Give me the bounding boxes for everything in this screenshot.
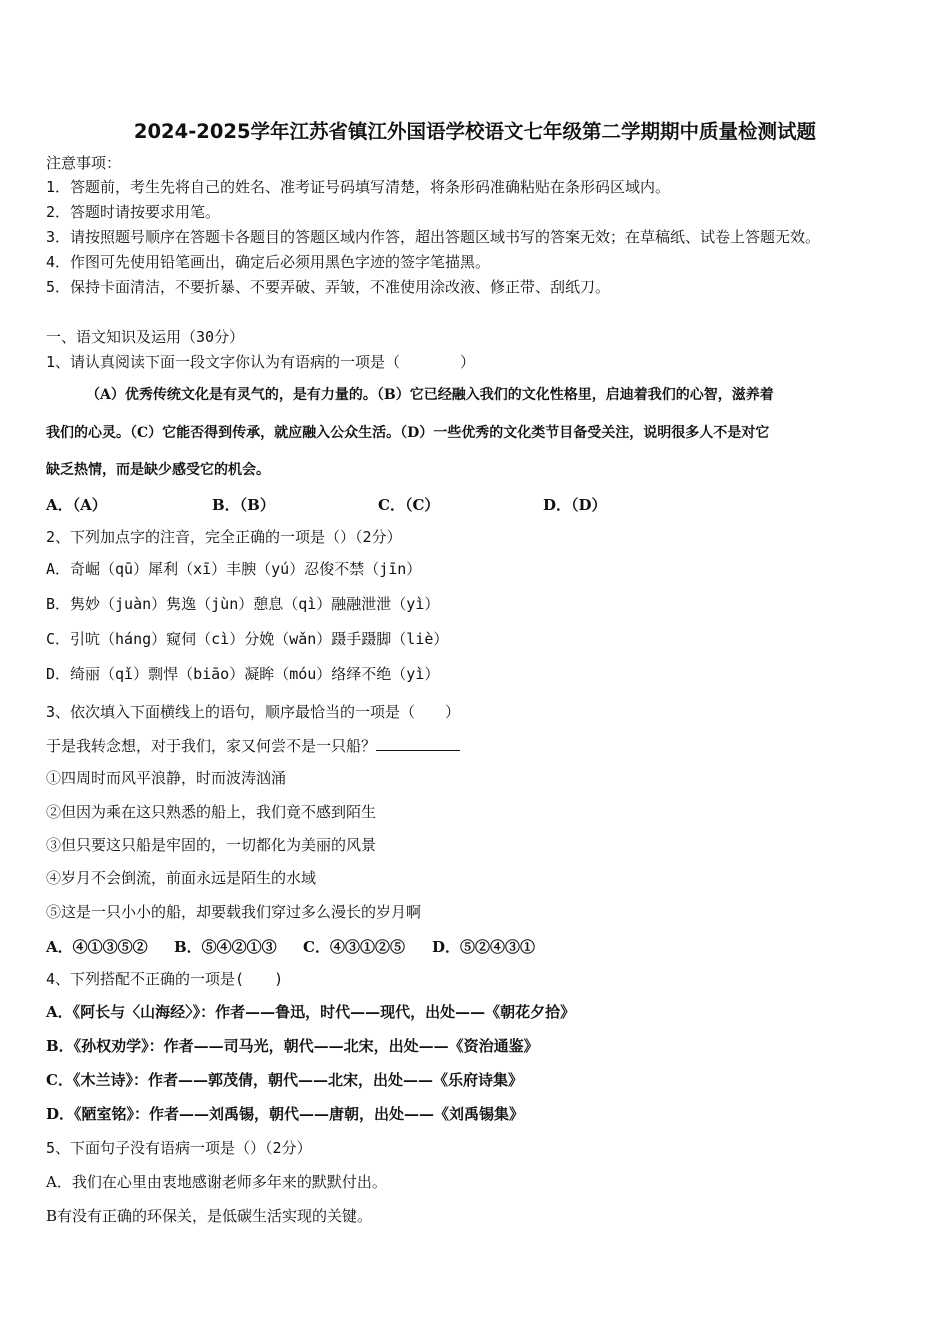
question-5-option-a[interactable]: A．我们在心里由衷地感谢老师多年来的默默付出。 <box>46 1173 387 1191</box>
question-3-sentence: ③但只要这只船是牢固的，一切都化为美丽的风景 <box>46 836 377 854</box>
question-3-option-a[interactable]: A．④①③⑤② <box>46 938 148 956</box>
question-2-option-d[interactable]: D．绮丽（qǐ）剽悍（biāo）凝眸（móu）络绎不绝（yì） <box>46 665 440 683</box>
page-title: 2024-2025学年江苏省镇江外国语学校语文七年级第二学期期中质量检测试题 <box>133 120 817 143</box>
question-3-sentence: ②但因为乘在这只熟悉的船上，我们竟不感到陌生 <box>46 803 377 821</box>
question-3-stem: 3、依次填入下面横线上的语句，顺序最恰当的一项是（ ） <box>46 703 461 721</box>
notice-item: 1．答题前，考生先将自己的姓名、准考证号码填写清楚，将条形码准确粘贴在条形码区域内。 <box>46 178 671 196</box>
question-4-option-d[interactable]: D．《陋室铭》：作者——刘禹锡，朝代——唐朝，出处——《刘禹锡集》 <box>46 1105 525 1123</box>
notice-heading: 注意事项： <box>46 154 122 172</box>
question-3-sentence: ④岁月不会倒流，前面永远是陌生的水域 <box>46 869 317 887</box>
question-4-option-a[interactable]: A．《阿长与〈山海经〉》：作者——鲁迅，时代——现代，出处——《朝花夕拾》 <box>46 1003 576 1021</box>
question-3-option-c[interactable]: C．④③①②⑤ <box>303 938 405 956</box>
question-1-stem: 1、请认真阅读下面一段文字你认为有语病的一项是（ ） <box>46 353 476 371</box>
question-5-stem: 5、下面句子没有语病一项是（）（2分） <box>46 1139 312 1157</box>
answer-blank[interactable] <box>376 736 460 751</box>
question-3-option-b[interactable]: B．⑤④②①③ <box>174 938 277 956</box>
question-1-option-b[interactable]: B．（B） <box>212 496 275 514</box>
question-2-option-b[interactable]: B．隽妙（juàn）隽逸（jùn）憩息（qì）融融泄泄（yì） <box>46 595 440 613</box>
question-3-option-d[interactable]: D．⑤②④③① <box>432 938 536 956</box>
question-3-sentence: ①四周时而风平浪静，时而波涛汹涌 <box>46 769 287 787</box>
question-1-passage-line: 我们的心灵。（C）它能否得到传承，就应融入公众生活。（D）一些优秀的文化类节目备受关注，说明很多人不是对它 <box>46 425 770 441</box>
notice-item: 4．作图可先使用铅笔画出，确定后必须用黑色字迹的签字笔描黑。 <box>46 253 491 271</box>
question-5-option-b[interactable]: B有没有正确的环保关，是低碳生活实现的关键。 <box>46 1207 373 1225</box>
notice-item: 3．请按照题号顺序在答题卡各题目的答题区域内作答，超出答题区域书写的答案无效；在草稿纸、试卷上答题无效。 <box>46 228 821 246</box>
section-heading: 一、语文知识及运用（30分） <box>46 328 245 346</box>
question-1-option-c[interactable]: C．（C） <box>378 496 440 514</box>
question-2-option-a[interactable]: A．奇崛（qū）犀利（xī）丰腴（yú）忍俊不禁（jīn） <box>46 560 422 578</box>
question-3-sentence: ⑤这是一只小小的船，却要载我们穿过多么漫长的岁月啊 <box>46 903 422 921</box>
question-1-option-a[interactable]: A．（A） <box>46 496 107 514</box>
question-4-option-c[interactable]: C．《木兰诗》：作者——郭茂倩，朝代——北宋，出处——《乐府诗集》 <box>46 1071 523 1089</box>
notice-item: 5．保持卡面清洁，不要折暴、不要弄破、弄皱，不准使用涂改液、修正带、刮纸刀。 <box>46 278 611 296</box>
question-2-stem: 2、下列加点字的注音，完全正确的一项是（）（2分） <box>46 528 402 546</box>
question-3-prompt-text: 于是我转念想，对于我们，家又何尝不是一只船？ <box>46 737 377 755</box>
question-3-prompt <box>46 736 460 755</box>
question-1-passage-line: （A）优秀传统文化是有灵气的，是有力量的。（B）它已经融入我们的文化性格里，启迪着我们的心智，滋养着 <box>86 387 774 403</box>
notice-item: 2．答题时请按要求用笔。 <box>46 203 221 221</box>
question-4-option-b[interactable]: B．《孙权劝学》：作者——司马光，朝代——北宋，出处——《资治通鉴》 <box>46 1037 539 1055</box>
question-1-option-d[interactable]: D．（D） <box>543 496 607 514</box>
question-4-stem: 4、下列搭配不正确的一项是( ) <box>46 970 284 988</box>
question-1-passage-line: 缺乏热情，而是缺少感受它的机会。 <box>46 462 270 478</box>
question-2-option-c[interactable]: C．引吭（háng）窥伺（cì）分娩（wǎn）蹑手蹑脚（liè） <box>46 630 449 648</box>
